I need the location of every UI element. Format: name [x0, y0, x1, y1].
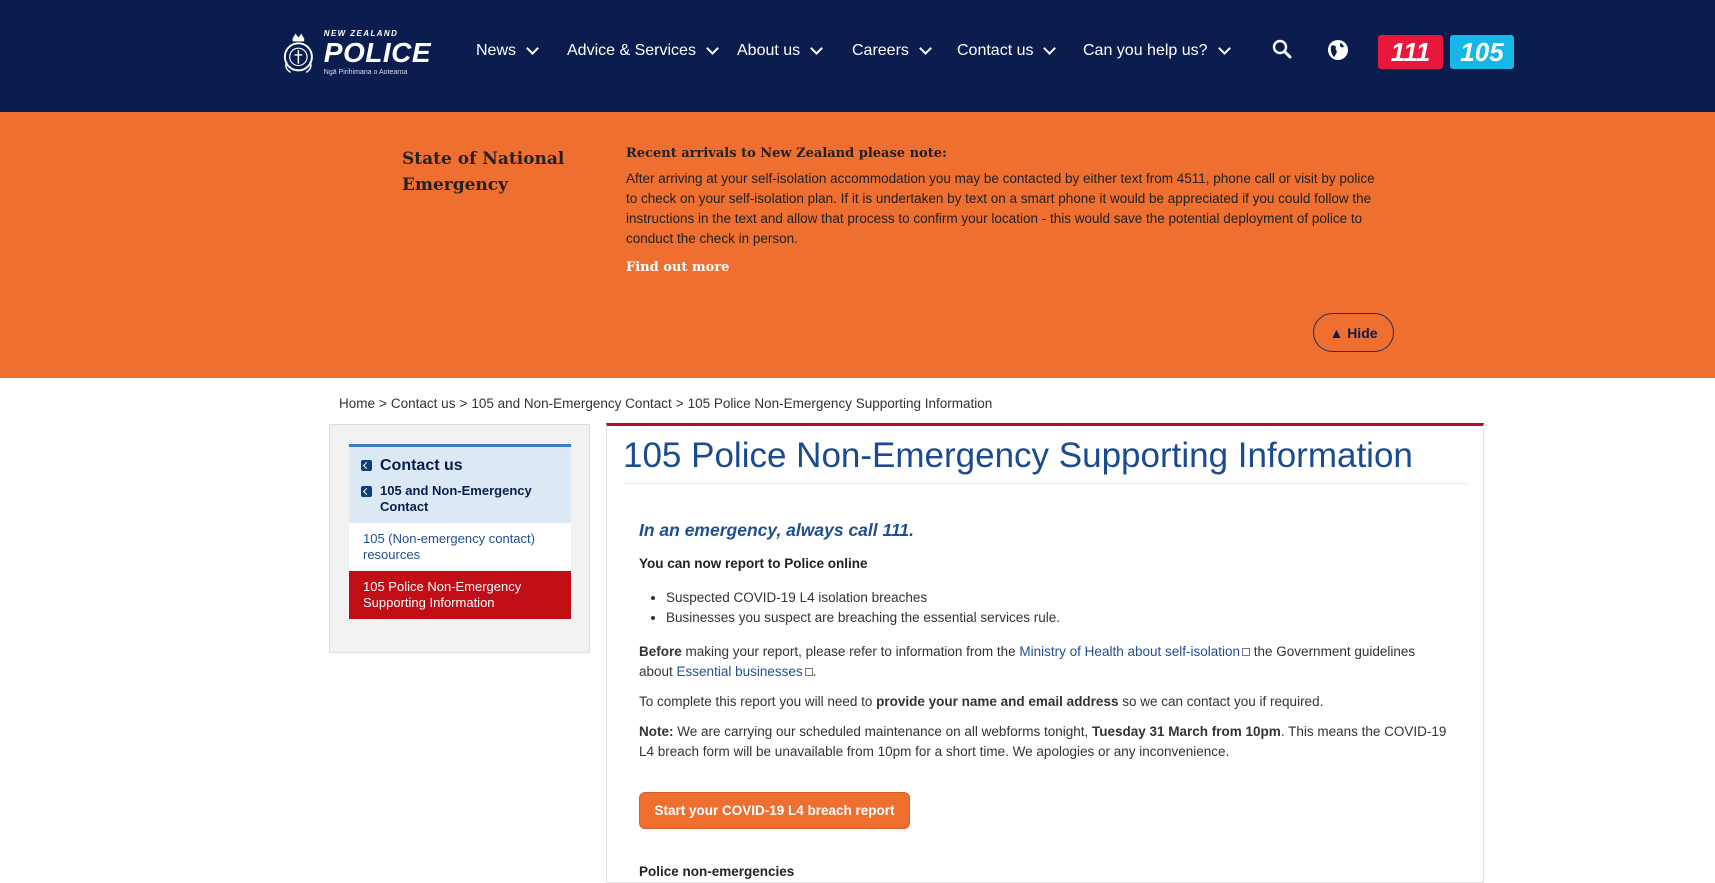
ministry-of-health-label: Ministry of Health about self-isolation: [1019, 644, 1241, 659]
external-link-icon: [805, 668, 813, 676]
call-111-badge[interactable]: 111: [1378, 35, 1443, 69]
nav-help-label: Can you help us?: [1083, 42, 1208, 59]
chevron-down-icon: [1218, 42, 1231, 55]
nav-about-label: About us: [737, 42, 801, 59]
ministry-of-health-link[interactable]: [1019, 644, 1250, 659]
breadcrumb-home[interactable]: Home: [339, 396, 376, 411]
report-online-heading: You can now report to Police online: [639, 556, 868, 571]
before-text-2: the Government guidelines about: [639, 644, 1416, 679]
chevron-down-icon: [706, 42, 719, 55]
breadcrumb-separator: >: [675, 396, 684, 411]
report-list: [639, 588, 1060, 628]
nav-can-you-help[interactable]: [1083, 42, 1229, 60]
nav-careers[interactable]: [852, 42, 930, 60]
note-label: Note:: [639, 724, 674, 739]
sidebar-item-contact-us[interactable]: [349, 453, 571, 479]
nav-news-label: News: [476, 42, 517, 59]
nav-about-us[interactable]: [737, 42, 821, 60]
before-paragraph: [639, 642, 1449, 682]
logo-text: [324, 30, 431, 76]
find-out-more-link[interactable]: Find out more: [626, 260, 730, 275]
complete-bold: provide your name and email address: [876, 694, 1119, 709]
essential-businesses-link[interactable]: [677, 664, 813, 679]
crest-icon: [281, 29, 316, 77]
notice-heading: Recent arrivals to New Zealand please note:: [626, 146, 947, 161]
nav-news[interactable]: [476, 42, 537, 60]
site-header: [0, 0, 1715, 112]
sidebar-title: Contact us: [380, 457, 463, 474]
note-text-1: We are carrying our scheduled maintenance on all webforms tonight,: [673, 724, 1092, 739]
back-arrow-icon: [361, 460, 372, 471]
back-arrow-icon: [361, 486, 372, 497]
globe-icon[interactable]: [1326, 38, 1350, 62]
chevron-down-icon: [526, 42, 539, 55]
nav-advice-label: Advice & Services: [567, 42, 696, 59]
note-text-2: . This means the COVID-19 L4 breach form will be unavailable from 10pm for a short time. We apologies or any inconvenience.: [639, 724, 1447, 759]
sidebar-parents: [349, 444, 571, 523]
complete-paragraph: [639, 692, 1449, 712]
before-text-1: making your report, please refer to information from the: [681, 644, 1020, 659]
logo-maori: Ngā Pirihimana o Aotearoa: [323, 69, 408, 76]
breadcrumb-non-emergency[interactable]: 105 and Non-Emergency Contact: [471, 396, 672, 411]
sidebar: [329, 424, 590, 653]
nav-advice-services[interactable]: [567, 42, 717, 60]
start-breach-report-button[interactable]: Start your COVID-19 L4 breach report: [639, 792, 910, 829]
complete-text-2: so we can contact you if required.: [1118, 694, 1324, 709]
breadcrumb-separator: >: [379, 396, 387, 411]
breadcrumb-separator: >: [459, 396, 468, 411]
nav-contact-label: Contact us: [957, 42, 1034, 59]
list-item: • Businesses you suspect are breaching the essential services rule.: [666, 608, 1060, 628]
police-logo[interactable]: [281, 28, 431, 78]
chevron-down-icon: [810, 42, 823, 55]
list-item: • Suspected COVID-19 L4 isolation breaches: [666, 588, 1060, 608]
notice-title: State of National Emergency: [402, 149, 565, 195]
sidebar-menu: [349, 444, 571, 619]
note-bold: Tuesday 31 March from 10pm: [1091, 724, 1281, 739]
chevron-down-icon: [919, 42, 932, 55]
complete-text-1: To complete this report you will need to: [639, 694, 877, 709]
essential-businesses-label: Essential businesses: [676, 664, 803, 679]
nav-contact-us[interactable]: [957, 42, 1054, 60]
logo-police: POLICE: [323, 37, 431, 68]
sidebar-parent-label: 105 and Non-Emergency Contact: [380, 483, 532, 514]
breadcrumb-contact-us[interactable]: Contact us: [390, 396, 456, 411]
title-divider: [623, 483, 1467, 484]
breadcrumb: [339, 396, 992, 411]
call-105-badge[interactable]: 105: [1450, 35, 1514, 69]
external-link-icon: [1242, 648, 1250, 656]
notice-body: After arriving at your self-isolation accommodation you may be contacted by either text from 4511, phone call or visit by police to check on your self-isolation plan. If it is undertaken by text on a smart phone it would be appreciated if you could follow the instructions in the text and allow that process to confirm your location - this would save the potential deployment of police to conduct the check in person.: [626, 171, 1375, 246]
search-icon[interactable]: [1270, 38, 1294, 62]
before-text-3: .: [812, 664, 817, 679]
logo-country: NEW ZEALAND: [323, 29, 399, 38]
sidebar-item-resources[interactable]: 105 (Non-emergency contact) resources: [349, 523, 571, 571]
breadcrumb-current: 105 Police Non-Emergency Supporting Information: [687, 396, 993, 411]
before-bold: Before: [639, 644, 682, 659]
sidebar-item-non-emergency[interactable]: [349, 479, 571, 519]
non-emergencies-heading: Police non-emergencies: [639, 864, 795, 879]
note-paragraph: [639, 722, 1449, 762]
hide-notice-button[interactable]: ▲ Hide: [1313, 313, 1394, 352]
chevron-down-icon: [1044, 42, 1057, 55]
main-content: [606, 423, 1484, 883]
nav-careers-label: Careers: [852, 42, 909, 59]
page-title: 105 Police Non-Emergency Supporting Information: [623, 436, 1413, 475]
emergency-callout: In an emergency, always call 111.: [639, 520, 914, 540]
sidebar-item-current[interactable]: 105 Police Non-Emergency Supporting Information: [349, 571, 571, 619]
